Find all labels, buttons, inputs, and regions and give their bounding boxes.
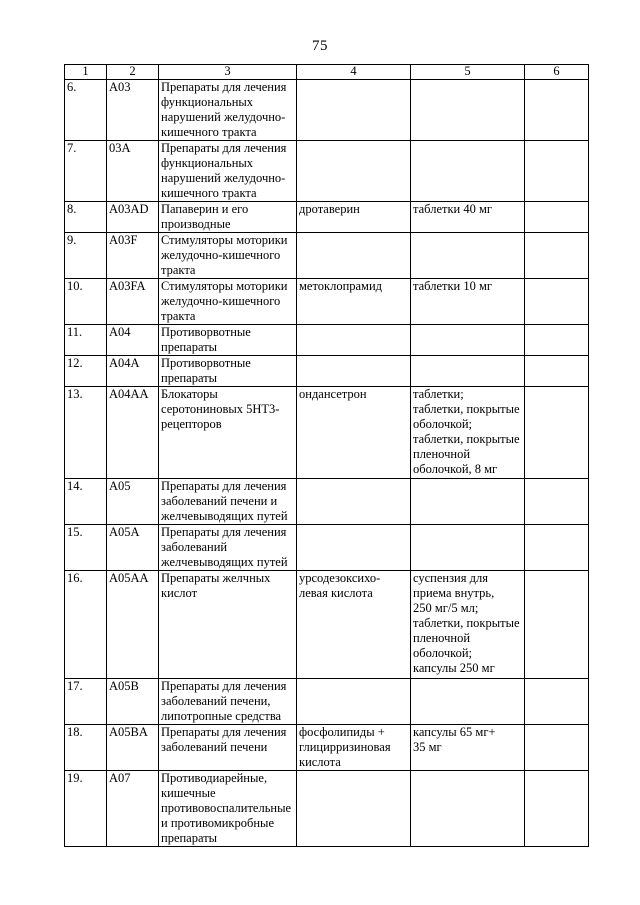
substance-name bbox=[297, 356, 411, 387]
group-name: Папаверин и его производные bbox=[159, 202, 297, 233]
row-number: 9. bbox=[65, 233, 107, 279]
atc-code: A04 bbox=[107, 325, 159, 356]
substance-name bbox=[297, 80, 411, 141]
substance-name bbox=[297, 325, 411, 356]
note-cell bbox=[525, 141, 589, 202]
table-row bbox=[65, 571, 589, 679]
page-number: 75 bbox=[312, 38, 328, 54]
note-cell bbox=[525, 725, 589, 771]
atc-code: A05 bbox=[107, 479, 159, 525]
substance-name bbox=[297, 141, 411, 202]
dosage-form bbox=[411, 479, 525, 525]
note-cell bbox=[525, 525, 589, 571]
table-row bbox=[65, 356, 589, 387]
table-header bbox=[65, 65, 589, 80]
note-cell bbox=[525, 233, 589, 279]
dosage-form bbox=[411, 80, 525, 141]
note-cell bbox=[525, 325, 589, 356]
row-number: 10. bbox=[65, 279, 107, 325]
row-number: 12. bbox=[65, 356, 107, 387]
group-name: Препараты для лечения заболеваний печени bbox=[159, 725, 297, 771]
table-row bbox=[65, 202, 589, 233]
dosage-form bbox=[411, 525, 525, 571]
atc-code: A04A bbox=[107, 356, 159, 387]
row-number: 11. bbox=[65, 325, 107, 356]
atc-code: A07 bbox=[107, 771, 159, 847]
group-name: Препараты для лечения заболеваний печени и желчевыводящих путей bbox=[159, 479, 297, 525]
table-row bbox=[65, 141, 589, 202]
substance-name bbox=[297, 233, 411, 279]
atc-code: A03F bbox=[107, 233, 159, 279]
substance-name: фосфолипиды + глицирризиновая кислота bbox=[297, 725, 411, 771]
column-header-6: 6 bbox=[525, 65, 589, 80]
dosage-form bbox=[411, 325, 525, 356]
column-header-1: 1 bbox=[65, 65, 107, 80]
row-number: 13. bbox=[65, 387, 107, 479]
substance-name bbox=[297, 479, 411, 525]
atc-code: A04AA bbox=[107, 387, 159, 479]
dosage-form: суспензия для приема внутрь, 250 мг/5 мл; таблетки, покрытые пленочной оболочкой; капсулы 250 мг bbox=[411, 571, 525, 679]
group-name: Препараты для лечения функциональных нарушений желудочно- кишечного тракта bbox=[159, 80, 297, 141]
atc-code: A05BA bbox=[107, 725, 159, 771]
dosage-form: таблетки 10 мг bbox=[411, 279, 525, 325]
atc-code: A03AD bbox=[107, 202, 159, 233]
dosage-form: таблетки 40 мг bbox=[411, 202, 525, 233]
group-name: Препараты для лечения заболеваний желчевыводящих путей bbox=[159, 525, 297, 571]
note-cell bbox=[525, 679, 589, 725]
dosage-form: капсулы 65 мг+ 35 мг bbox=[411, 725, 525, 771]
atc-code: A03 bbox=[107, 80, 159, 141]
note-cell bbox=[525, 279, 589, 325]
table-row bbox=[65, 325, 589, 356]
column-header-2: 2 bbox=[107, 65, 159, 80]
substance-name: дротаверин bbox=[297, 202, 411, 233]
table-row bbox=[65, 279, 589, 325]
row-number: 14. bbox=[65, 479, 107, 525]
note-cell bbox=[525, 80, 589, 141]
row-number: 6. bbox=[65, 80, 107, 141]
substance-name bbox=[297, 525, 411, 571]
note-cell bbox=[525, 356, 589, 387]
dosage-form bbox=[411, 233, 525, 279]
row-number: 7. bbox=[65, 141, 107, 202]
substance-name bbox=[297, 771, 411, 847]
dosage-form: таблетки; таблетки, покрытые оболочкой; таблетки, покрытые пленочной оболочкой, 8 мг bbox=[411, 387, 525, 479]
note-cell bbox=[525, 202, 589, 233]
table-row bbox=[65, 725, 589, 771]
dosage-form bbox=[411, 356, 525, 387]
note-cell bbox=[525, 387, 589, 479]
group-name: Противорвотные препараты bbox=[159, 325, 297, 356]
dosage-form bbox=[411, 141, 525, 202]
atc-code: A05AA bbox=[107, 571, 159, 679]
table-row bbox=[65, 80, 589, 141]
substance-name bbox=[297, 679, 411, 725]
table-row bbox=[65, 525, 589, 571]
note-cell bbox=[525, 479, 589, 525]
header-row bbox=[65, 65, 589, 80]
group-name: Блокаторы серотониновых 5HT3- рецепторов bbox=[159, 387, 297, 479]
atc-code: A05A bbox=[107, 525, 159, 571]
row-number: 15. bbox=[65, 525, 107, 571]
drug-table bbox=[64, 64, 589, 847]
dosage-form bbox=[411, 771, 525, 847]
substance-name: ондансетрон bbox=[297, 387, 411, 479]
substance-name: урсодезоксихо- левая кислота bbox=[297, 571, 411, 679]
atc-code: A03FA bbox=[107, 279, 159, 325]
group-name: Препараты для лечения функциональных нарушений желудочно- кишечного тракта bbox=[159, 141, 297, 202]
group-name: Препараты для лечения заболеваний печени, липотропные средства bbox=[159, 679, 297, 725]
table-row bbox=[65, 679, 589, 725]
atc-code: A05B bbox=[107, 679, 159, 725]
row-number: 18. bbox=[65, 725, 107, 771]
group-name: Противодиарейные, кишечные противовоспалительные и противомикробные препараты bbox=[159, 771, 297, 847]
column-header-5: 5 bbox=[411, 65, 525, 80]
row-number: 16. bbox=[65, 571, 107, 679]
note-cell bbox=[525, 571, 589, 679]
row-number: 17. bbox=[65, 679, 107, 725]
atc-code: 03A bbox=[107, 141, 159, 202]
table-row bbox=[65, 233, 589, 279]
note-cell bbox=[525, 771, 589, 847]
row-number: 8. bbox=[65, 202, 107, 233]
table-row bbox=[65, 387, 589, 479]
table-body bbox=[65, 80, 589, 847]
table-row bbox=[65, 479, 589, 525]
group-name: Стимуляторы моторики желудочно-кишечного тракта bbox=[159, 279, 297, 325]
dosage-form bbox=[411, 679, 525, 725]
row-number: 19. bbox=[65, 771, 107, 847]
column-header-3: 3 bbox=[159, 65, 297, 80]
substance-name: метоклопрамид bbox=[297, 279, 411, 325]
group-name: Препараты желчных кислот bbox=[159, 571, 297, 679]
group-name: Противорвотные препараты bbox=[159, 356, 297, 387]
group-name: Стимуляторы моторики желудочно-кишечного тракта bbox=[159, 233, 297, 279]
column-header-4: 4 bbox=[297, 65, 411, 80]
table-row bbox=[65, 771, 589, 847]
